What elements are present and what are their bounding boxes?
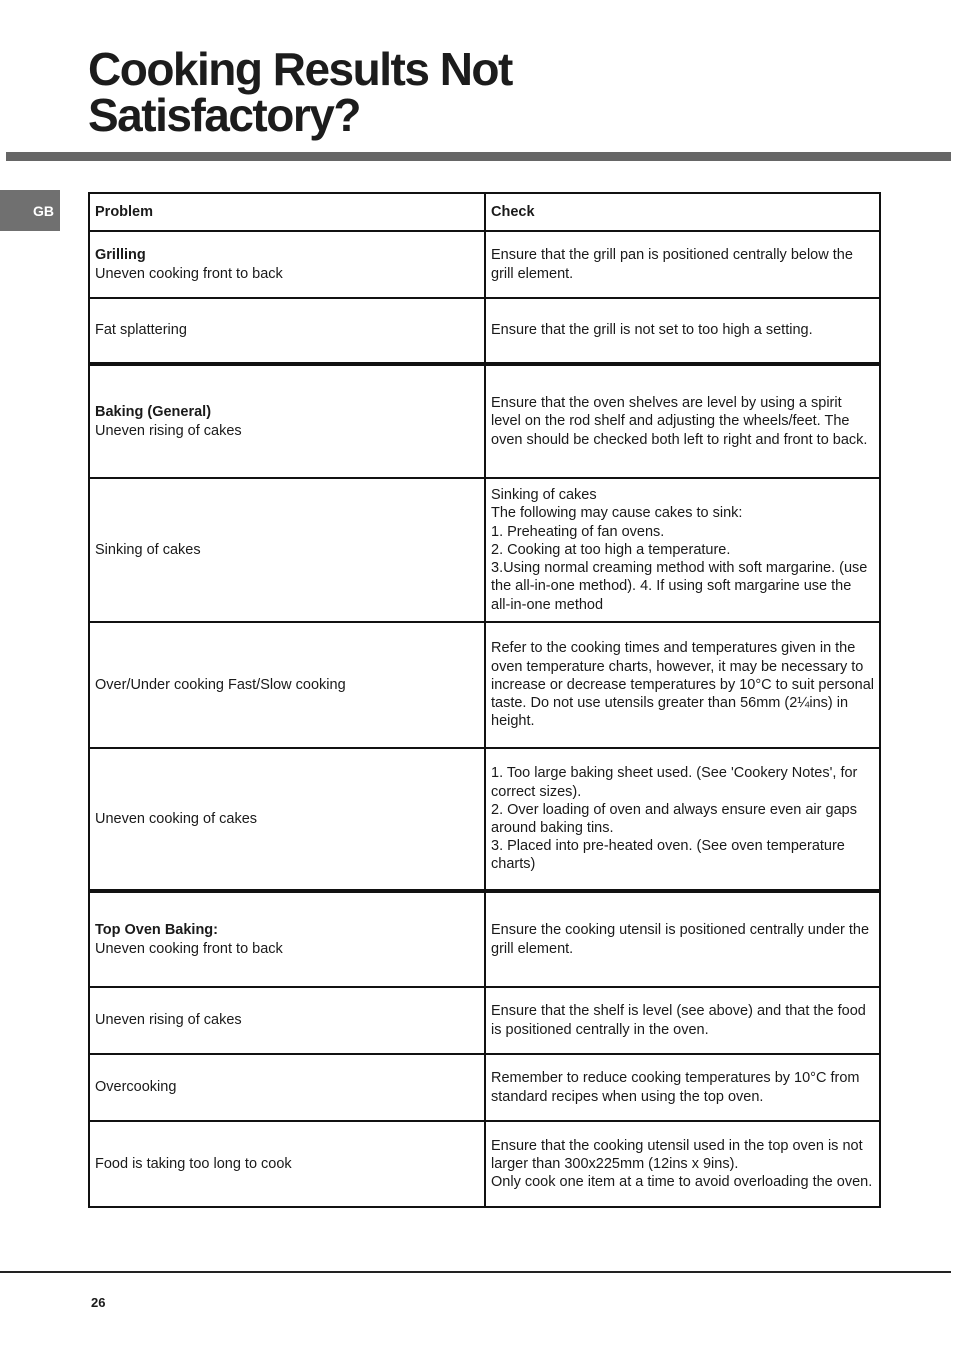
table-row: [89, 231, 880, 298]
problem-cell: [89, 1121, 485, 1207]
problem-group: Top Oven Baking:: [95, 922, 218, 939]
troubleshooting-table: [88, 192, 881, 1208]
table-header-row: [89, 193, 880, 231]
check-cell: [485, 298, 880, 364]
footer-divider: [0, 1271, 951, 1273]
title-divider: [6, 152, 951, 161]
header-check: Check: [485, 193, 880, 231]
page-title-line-2: Satisfactory?: [88, 89, 360, 141]
problem-text: Uneven rising of cakes: [95, 1012, 242, 1029]
problem-group: Baking (General): [95, 404, 212, 421]
check-text: Ensure that the grill is not set to too high a setting.: [491, 322, 813, 339]
problem-cell: [89, 748, 485, 891]
language-tab: GB: [0, 190, 60, 231]
check-cell: [485, 478, 880, 622]
check-text: Remember to reduce cooking temperatures by 10°C from standard recipes when using the top oven.: [491, 1070, 860, 1105]
check-cell: [485, 891, 880, 987]
check-cell: [485, 364, 880, 478]
check-text: 1. Too large baking sheet used. (See 'Cookery Notes', for correct sizes). 2. Over loading of oven and always ensure even air gaps around baking tins. 3. Placed into pre-heated oven. (See oven temperature charts): [491, 765, 858, 873]
table-row: [89, 298, 880, 364]
check-cell: [485, 748, 880, 891]
problem-cell: [89, 231, 485, 298]
page-number: 26: [91, 1295, 106, 1310]
problem-text: Fat splattering: [95, 322, 187, 339]
check-text: Refer to the cooking times and temperatures given in the oven temperature charts, however, it may be necessary to increase or decrease temperatures by 10°C to suit personal taste. Do not use utensils greater than 56mm (2¼ins) in height.: [491, 640, 874, 730]
problem-group: Grilling: [95, 247, 146, 264]
check-cell: [485, 987, 880, 1054]
problem-text: Food is taking too long to cook: [95, 1155, 292, 1172]
problem-cell: [89, 364, 485, 478]
check-cell: [485, 231, 880, 298]
table-row: [89, 891, 880, 987]
problem-text: Uneven cooking front to back: [95, 265, 283, 282]
problem-text: Sinking of cakes: [95, 541, 201, 558]
table-row: [89, 1054, 880, 1121]
problem-text: Uneven cooking front to back: [95, 940, 283, 957]
table-row: [89, 622, 880, 748]
check-text: Ensure that the cooking utensil used in the top oven is not larger than 300x225mm (12ins x 9ins). Only cook one item at a time to avoid overloading the oven.: [491, 1137, 873, 1191]
check-cell: [485, 622, 880, 748]
problem-cell: [89, 298, 485, 364]
problem-text: Over/Under cooking Fast/Slow cooking: [95, 676, 346, 693]
problem-cell: [89, 1054, 485, 1121]
check-cell: [485, 1121, 880, 1207]
table-row: [89, 748, 880, 891]
problem-cell: [89, 891, 485, 987]
problem-cell: [89, 622, 485, 748]
check-cell: [485, 1054, 880, 1121]
problem-text: Uneven cooking of cakes: [95, 810, 258, 827]
table-row: [89, 987, 880, 1054]
problem-text: Overcooking: [95, 1079, 177, 1096]
table-row: [89, 478, 880, 622]
page-title-line-1: Cooking Results Not: [88, 43, 512, 95]
check-text: Ensure that the shelf is level (see above) and that the food is positioned centrally in the oven.: [491, 1003, 866, 1038]
check-text: Ensure that the grill pan is positioned centrally below the grill element.: [491, 247, 853, 282]
header-problem: Problem: [89, 193, 485, 231]
problem-cell: [89, 478, 485, 622]
problem-text: Uneven rising of cakes: [95, 422, 242, 439]
table-row: [89, 364, 880, 478]
page-title: [88, 43, 512, 141]
check-text: Ensure the cooking utensil is positioned centrally under the grill element.: [491, 922, 870, 957]
check-text: Ensure that the oven shelves are level by using a spirit level on the rod shelf and adjusting the wheels/feet. The oven should be checked both left to right and front to back.: [491, 395, 868, 448]
check-text: Sinking of cakes The following may cause cakes to sink: 1. Preheating of fan ovens. 2. Cooking at too high a temperature. 3.Using normal creaming method with soft margarine. (use the all-in-one method). 4. If using soft margarine use the all-in-one method: [491, 487, 868, 613]
problem-cell: [89, 987, 485, 1054]
table-row: [89, 1121, 880, 1207]
